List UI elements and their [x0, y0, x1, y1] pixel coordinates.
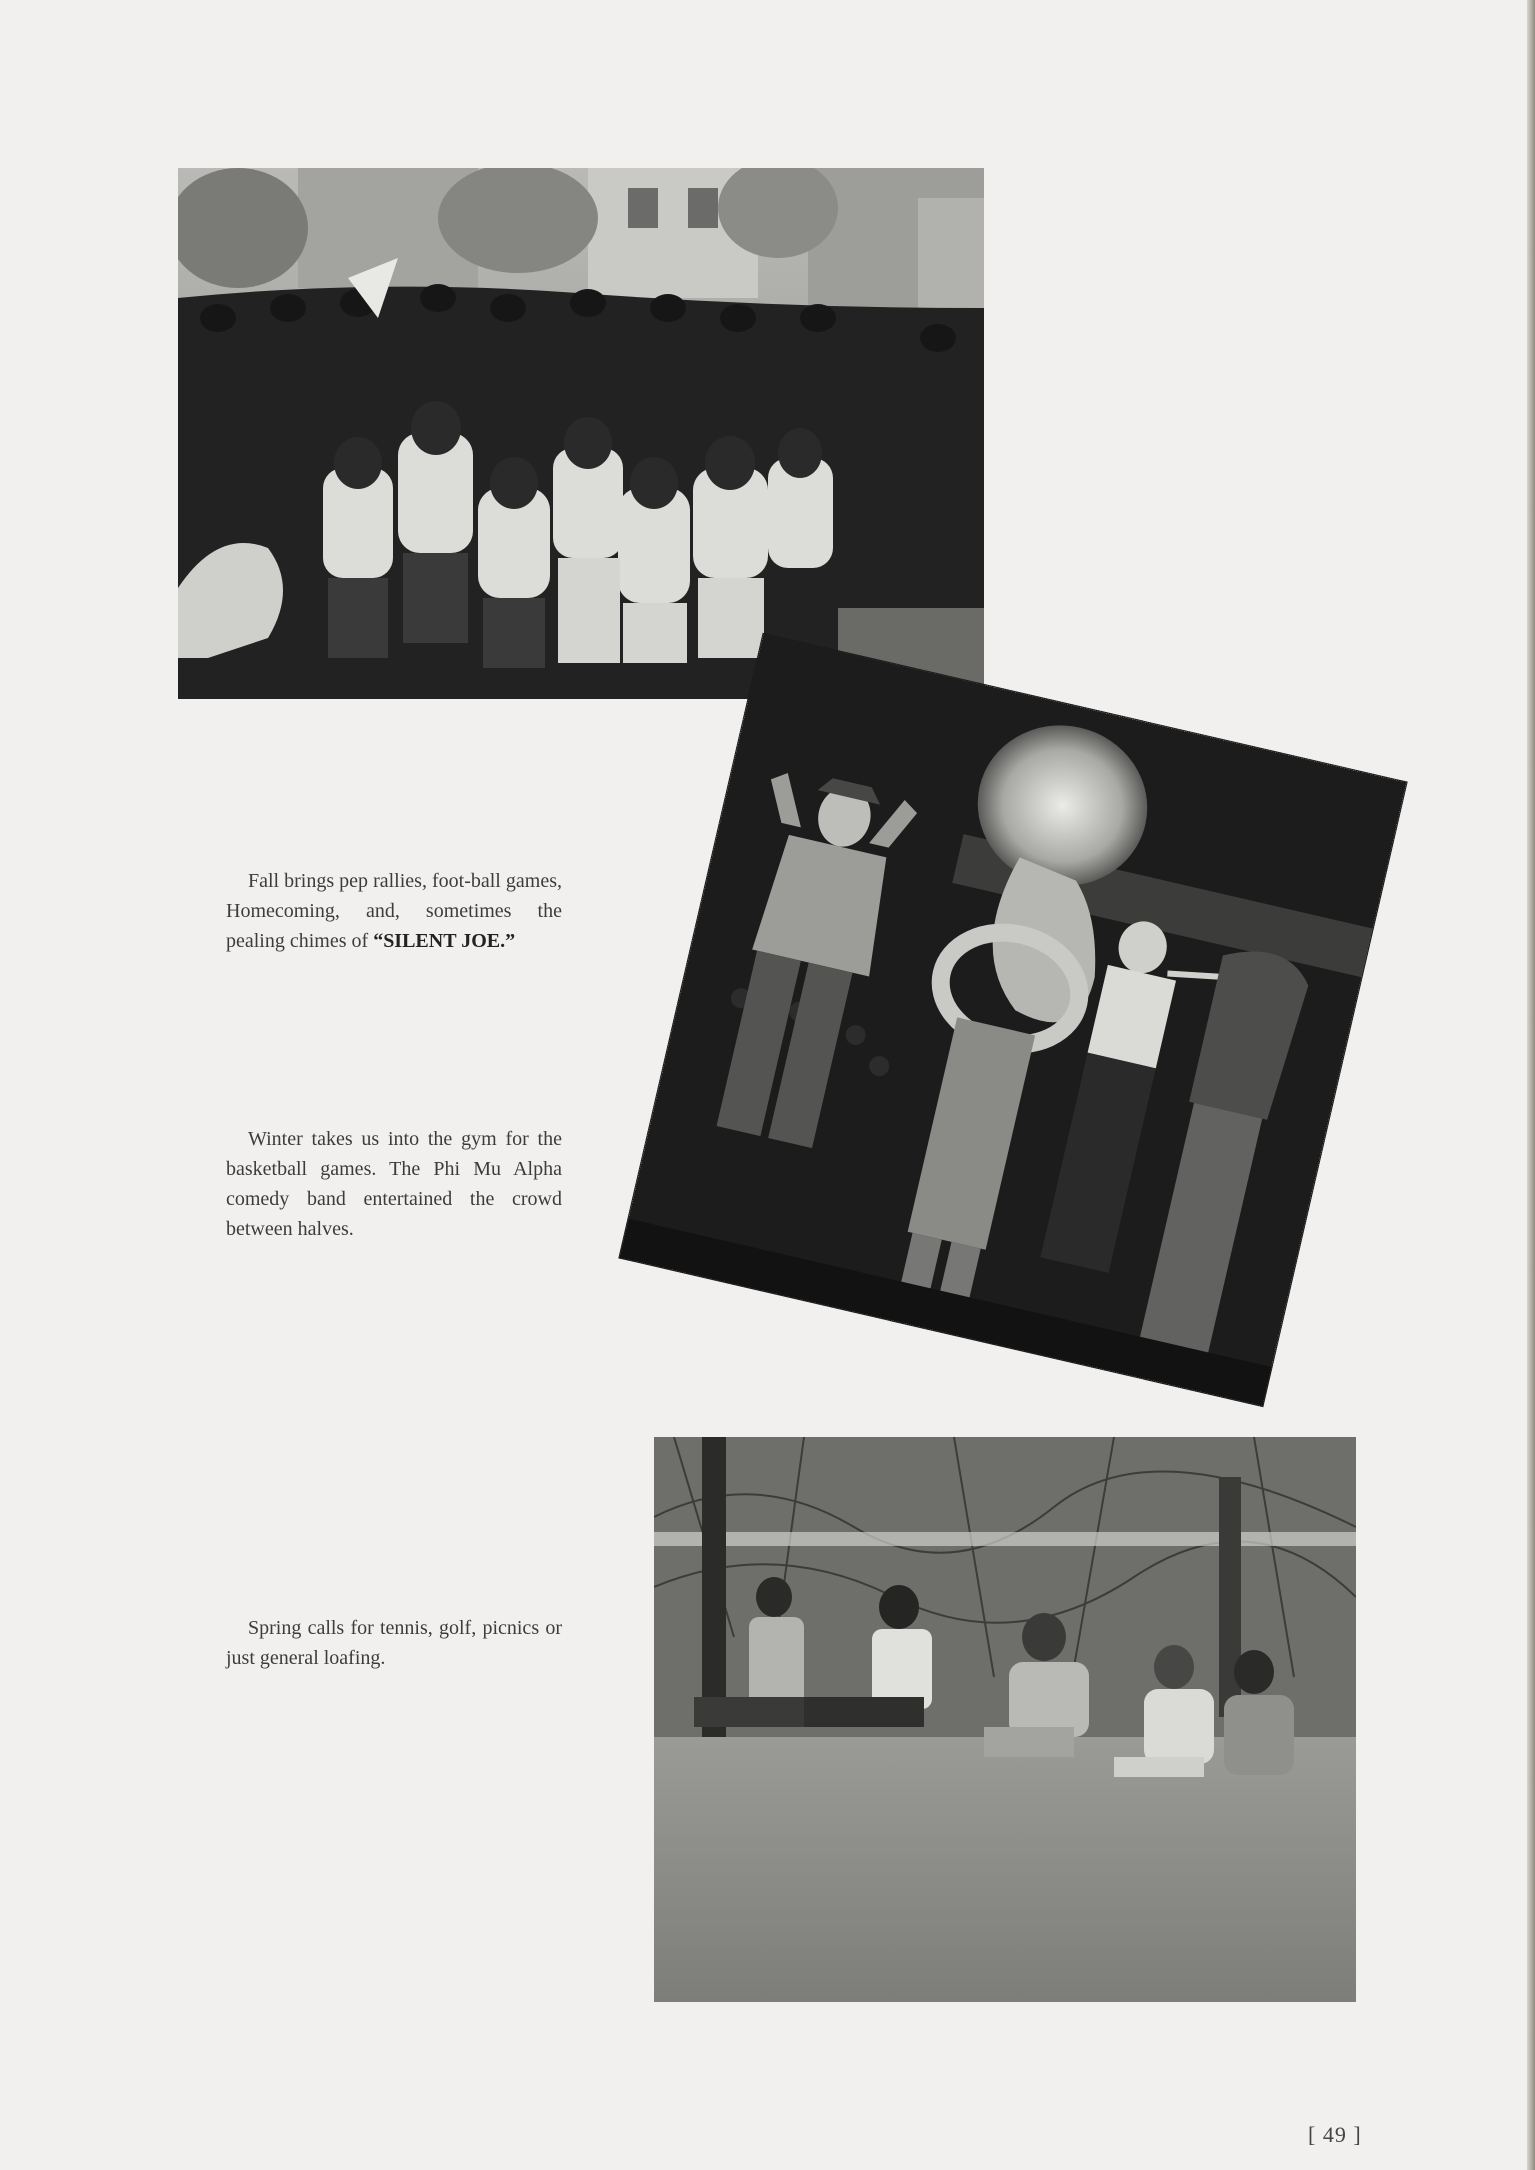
caption-spring-text: Spring calls for tennis, golf, picnics or just general loafing. [226, 1617, 562, 1669]
pep-rally-image [178, 168, 984, 699]
comedy-band-image [619, 634, 1406, 1406]
caption-winter-text: Winter takes us into the gym for the basketball games. The Phi Mu Alpha comedy band entertained the crowd between halves. [226, 1128, 562, 1240]
caption-fall [226, 866, 562, 956]
photo-pep-rally [178, 168, 984, 699]
page-edge [1527, 0, 1535, 2170]
spring-loafing-image [654, 1437, 1356, 2002]
caption-fall-text: Fall brings pep rallies, foot-ball games, Homecoming, and, sometimes the pealing chimes of [226, 870, 562, 952]
caption-winter [226, 1124, 562, 1244]
page-number: [ 49 ] [1308, 2122, 1362, 2147]
caption-fall-emphasis: “SILENT JOE.” [373, 930, 516, 952]
photo-comedy-band [619, 634, 1406, 1406]
photo-spring-loafing [654, 1437, 1356, 2002]
caption-spring [226, 1613, 562, 1673]
